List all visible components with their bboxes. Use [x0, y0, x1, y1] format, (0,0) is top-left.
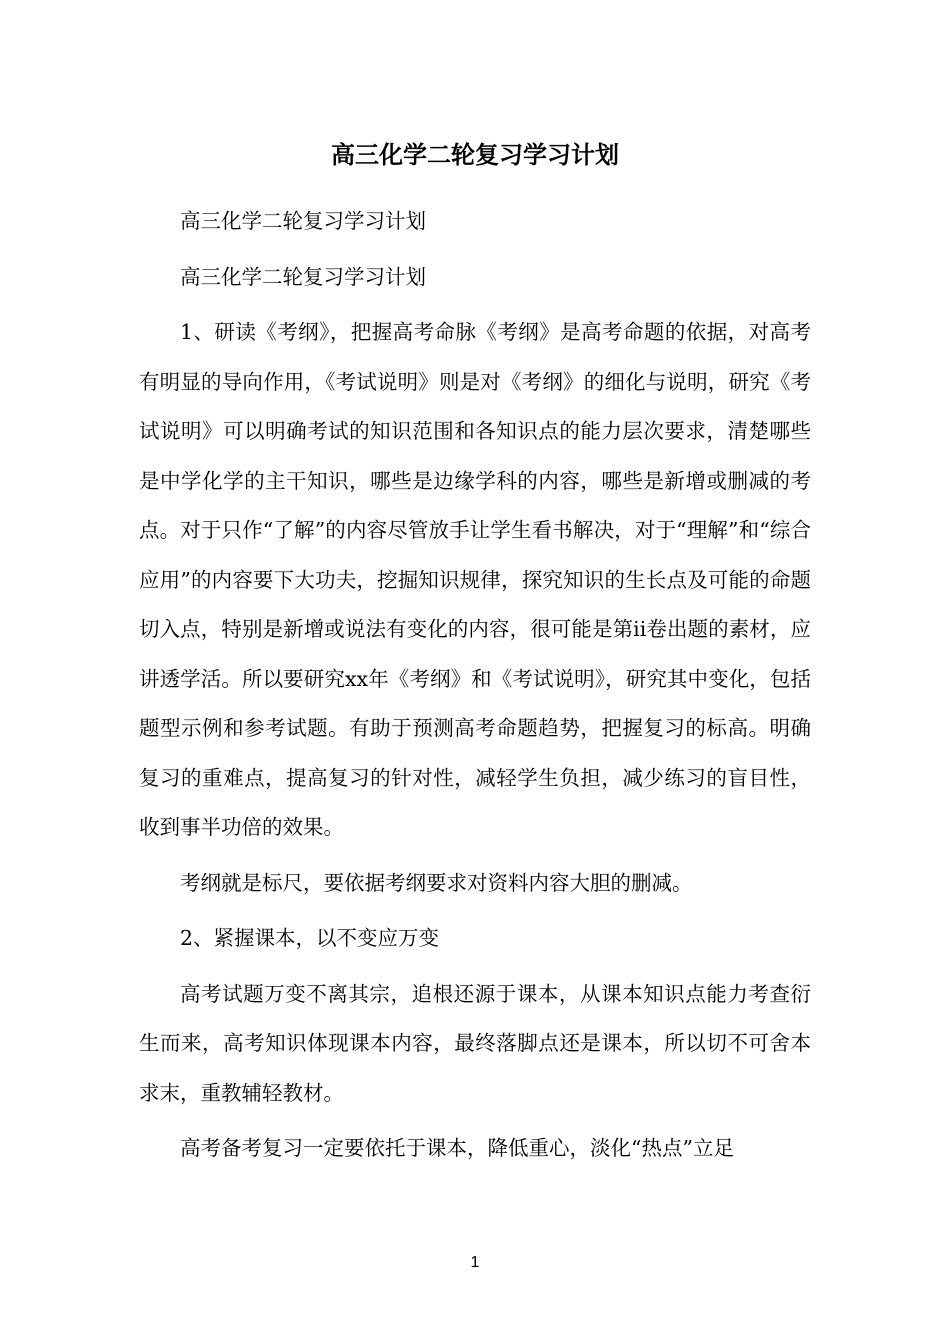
paragraph-1: 高三化学二轮复习学习计划: [180, 209, 426, 233]
paragraph-4: 考纲就是标尺，要依据考纲要求对资料内容大胆的删减。: [180, 870, 693, 895]
paragraph-2: 高三化学二轮复习学习计划: [180, 264, 426, 289]
document-body: [139, 197, 811, 1180]
document-title: 高三化学二轮复习学习计划: [331, 141, 619, 169]
paragraph-6: 高考试题万变不离其宗，追根还源于课本，从课本知识点能力考查衍生而来，高考知识体现课本内容，最终落脚点还是课本，所以切不可舍本求末，重教辅轻教材。: [139, 981, 811, 1105]
paragraph-7: 高考备考复习一定要依托于课本，降低重心，淡化“热点”立足: [180, 1136, 734, 1160]
page-number: 1: [470, 1254, 480, 1271]
paragraph-5: 2、紧握课本，以不变应万变: [180, 926, 440, 950]
paragraph-3: 1、研读《考纲》，把握高考命脉《考纲》是高考命题的依据，对高考有明显的导向作用，《考试说明》则是对《考纲》的细化与说明，研究《考试说明》可以明确考试的知识范围和各知识点的能力层次要求，清楚哪些是中学化学的主干知识，哪些是边缘学科的内容，哪些是新增或删减的考点。对于只作“了解”的内容尽管放手让学生看书解决，对于“理解”和“综合应用”的内容要下大功夫，挖掘知识规律，探究知识的生长点及可能的命题切入点，特别是新增或说法有变化的内容，很可能是第ii卷出题的素材，应讲透学活。所以要研究xx年《考纲》和《考试说明》，研究其中变化，包括题型示例和参考试题。有助于预测高考命题趋势，把握复习的标高。明确复习的重难点，提高复习的针对性，减轻学生负担，减少练习的盲目性，收到事半功倍的效果。: [139, 320, 811, 839]
